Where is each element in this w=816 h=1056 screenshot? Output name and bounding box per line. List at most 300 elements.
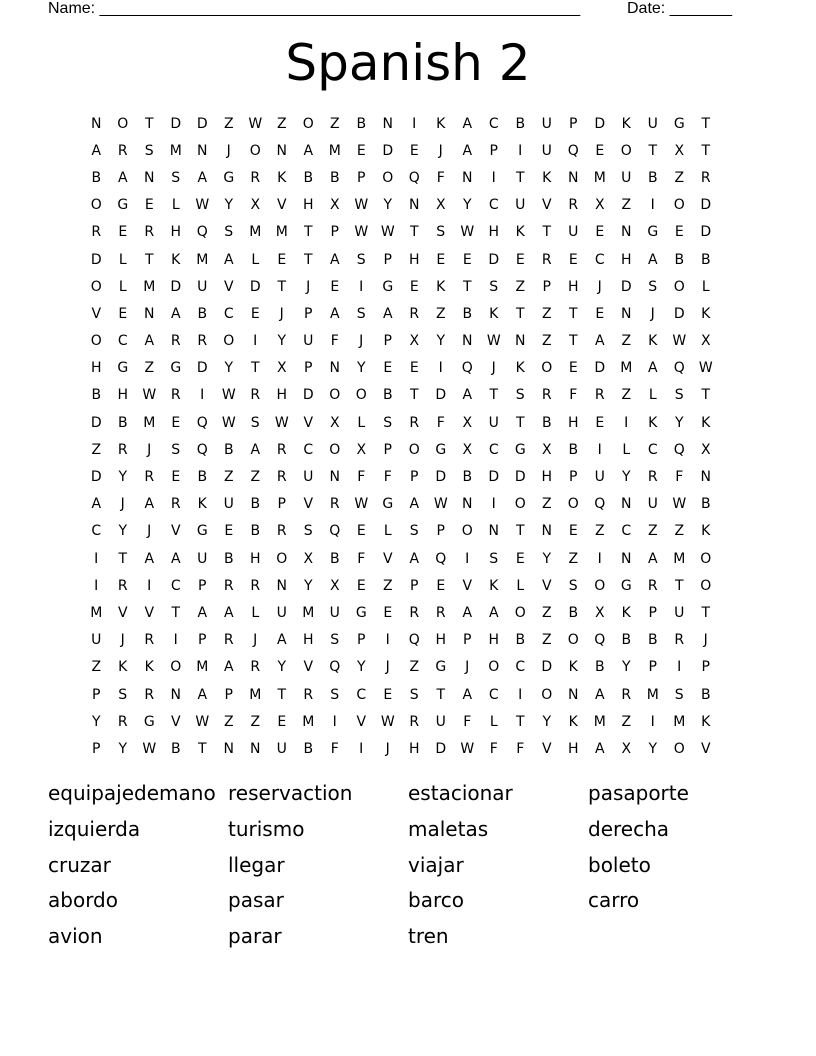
grid-letter: F xyxy=(675,469,684,486)
grid-row xyxy=(83,627,719,654)
grid-letter: H xyxy=(488,632,500,649)
grid-letter: Z xyxy=(515,278,526,295)
grid-letter: Q xyxy=(673,360,685,377)
grid-letter: V xyxy=(462,577,473,594)
grid-letter: E xyxy=(224,523,234,540)
grid-letter: W xyxy=(460,740,475,757)
grid-letter: A xyxy=(170,305,181,322)
grid-letter: N xyxy=(462,496,473,513)
grid-letter: E xyxy=(515,251,525,268)
grid-letter: O xyxy=(382,169,394,186)
grid-letter: A xyxy=(223,604,234,621)
grid-letter: M xyxy=(169,142,182,159)
grid-letter: T xyxy=(409,224,419,241)
grid-letter: X xyxy=(541,441,552,458)
grid-letter: U xyxy=(303,333,314,350)
grid-letter: Y xyxy=(356,360,366,377)
grid-letter: H xyxy=(90,360,102,377)
grid-letter: T xyxy=(462,278,472,295)
grid-letter: P xyxy=(648,604,657,621)
grid-letter: T xyxy=(515,169,525,186)
grid-letter: I xyxy=(253,333,258,350)
grid-letter: B xyxy=(223,441,234,458)
grid-letter: Y xyxy=(542,550,552,567)
grid-letter: C xyxy=(488,686,499,703)
grid-letter: J xyxy=(385,659,390,676)
grid-letter: A xyxy=(409,496,420,513)
grid-letter: L xyxy=(489,713,498,730)
grid-letter: K xyxy=(197,496,207,513)
grid-letter: U xyxy=(568,224,579,241)
word-list-item: estacionar xyxy=(408,781,513,805)
grid-letter: B xyxy=(356,115,367,132)
grid-letter: N xyxy=(568,169,579,186)
grid-letter: F xyxy=(436,169,445,186)
grid-letter: G xyxy=(117,360,129,377)
grid-letter: H xyxy=(620,251,632,268)
grid-letter: X xyxy=(250,197,261,214)
grid-letter: C xyxy=(488,197,499,214)
grid-letter: T xyxy=(515,305,525,322)
grid-letter: B xyxy=(647,632,658,649)
grid-row xyxy=(83,545,719,572)
grid-letter: K xyxy=(277,169,287,186)
grid-letter: J xyxy=(703,632,708,649)
grid-row xyxy=(83,273,719,300)
grid-letter: P xyxy=(569,115,578,132)
grid-letter: M xyxy=(328,142,341,159)
grid-letter: R xyxy=(117,142,128,159)
grid-letter: J xyxy=(253,632,258,649)
grid-letter: C xyxy=(91,523,102,540)
grid-letter: G xyxy=(647,224,659,241)
grid-letter: J xyxy=(359,333,364,350)
grid-letter: H xyxy=(249,550,261,567)
grid-letter: I xyxy=(200,387,205,404)
grid-letter: N xyxy=(621,550,632,567)
grid-letter: Q xyxy=(594,632,606,649)
grid-letter: B xyxy=(568,441,579,458)
grid-letter: Y xyxy=(436,333,446,350)
grid-letter: E xyxy=(409,142,419,159)
grid-letter: Q xyxy=(196,224,208,241)
word-list xyxy=(48,776,768,955)
grid-letter: R xyxy=(647,577,658,594)
grid-letter: E xyxy=(436,251,446,268)
grid-letter: P xyxy=(383,251,392,268)
grid-letter: U xyxy=(515,197,526,214)
grid-letter: V xyxy=(170,523,181,540)
grid-letter: M xyxy=(593,169,606,186)
grid-letter: U xyxy=(276,604,287,621)
grid-letter: T xyxy=(171,604,181,621)
grid-letter: D xyxy=(594,115,606,132)
grid-letter: R xyxy=(303,686,314,703)
grid-letter: N xyxy=(621,496,632,513)
grid-letter: J xyxy=(120,496,125,513)
grid-letter: I xyxy=(465,550,470,567)
grid-letter: B xyxy=(382,387,393,404)
grid-letter: E xyxy=(595,414,605,431)
grid-letter: R xyxy=(117,441,128,458)
grid-letter: N xyxy=(144,305,155,322)
grid-letter: J xyxy=(226,142,231,159)
grid-letter: S xyxy=(568,577,578,594)
grid-letter: U xyxy=(91,632,102,649)
grid-letter: P xyxy=(383,333,392,350)
grid-letter: C xyxy=(515,659,526,676)
grid-letter: T xyxy=(674,577,684,594)
grid-letter: K xyxy=(118,659,128,676)
grid-letter: H xyxy=(435,632,447,649)
grid-letter: Q xyxy=(435,550,447,567)
grid-letter: K xyxy=(489,305,499,322)
grid-letter: L xyxy=(516,577,525,594)
grid-letter: Y xyxy=(277,333,287,350)
grid-row xyxy=(83,382,719,409)
grid-letter: A xyxy=(594,333,605,350)
grid-letter: R xyxy=(250,169,261,186)
grid-letter: X xyxy=(674,142,685,159)
grid-letter: X xyxy=(276,360,287,377)
grid-letter: P xyxy=(92,740,101,757)
word-list-item: maletas xyxy=(408,816,489,841)
grid-letter: F xyxy=(357,550,366,567)
grid-letter: L xyxy=(383,523,392,540)
grid-letter: P xyxy=(304,305,313,322)
grid-letter: F xyxy=(516,740,525,757)
grid-letter: E xyxy=(383,686,393,703)
grid-letter: Z xyxy=(435,305,446,322)
grid-letter: G xyxy=(170,360,182,377)
grid-letter: G xyxy=(143,713,155,730)
grid-letter: V xyxy=(303,659,314,676)
grid-letter: E xyxy=(118,305,128,322)
word-list-item: parar xyxy=(228,924,282,949)
grid-letter: U xyxy=(329,604,340,621)
grid-letter: A xyxy=(91,496,102,513)
grid-letter: L xyxy=(648,387,657,404)
grid-letter: O xyxy=(673,197,685,214)
grid-letter: E xyxy=(277,713,287,730)
grid-letter: I xyxy=(491,496,496,513)
grid-letter: V xyxy=(356,713,367,730)
grid-letter: P xyxy=(330,224,339,241)
grid-row xyxy=(83,654,719,681)
grid-letter: R xyxy=(144,469,155,486)
grid-letter: C xyxy=(356,686,367,703)
grid-letter: O xyxy=(594,577,606,594)
grid-letter: Z xyxy=(568,550,579,567)
grid-letter: B xyxy=(462,469,473,486)
grid-letter: B xyxy=(700,251,711,268)
grid-letter: N xyxy=(488,523,499,540)
grid-letter: D xyxy=(435,740,447,757)
grid-letter: R xyxy=(276,469,287,486)
grid-letter: X xyxy=(329,197,340,214)
grid-letter: G xyxy=(435,441,447,458)
grid-letter: I xyxy=(359,278,364,295)
grid-letter: X xyxy=(462,441,473,458)
grid-letter: R xyxy=(700,169,711,186)
grid-letter: B xyxy=(674,251,685,268)
grid-letter: R xyxy=(541,251,552,268)
grid-letter: U xyxy=(223,496,234,513)
grid-letter: E xyxy=(674,224,684,241)
grid-letter: Z xyxy=(541,632,552,649)
grid-letter: W xyxy=(698,360,713,377)
grid-letter: G xyxy=(223,169,235,186)
grid-letter: H xyxy=(170,224,182,241)
grid-letter: Q xyxy=(408,169,420,186)
grid-letter: A xyxy=(197,169,208,186)
grid-letter: K xyxy=(648,414,658,431)
grid-letter: M xyxy=(302,604,315,621)
grid-letter: G xyxy=(514,441,526,458)
grid-letter: N xyxy=(250,740,261,757)
grid-letter: J xyxy=(597,278,602,295)
grid-letter: S xyxy=(648,278,658,295)
grid-letter: W xyxy=(354,224,369,241)
grid-letter: I xyxy=(677,659,682,676)
grid-letter: B xyxy=(621,632,632,649)
grid-letter: G xyxy=(673,115,685,132)
grid-letter: I xyxy=(438,360,443,377)
grid-letter: B xyxy=(329,169,340,186)
grid-letter: R xyxy=(541,387,552,404)
grid-letter: A xyxy=(329,251,340,268)
grid-letter: L xyxy=(701,278,710,295)
word-list-item: llegar xyxy=(228,852,285,877)
grid-letter: A xyxy=(462,686,473,703)
grid-letter: H xyxy=(541,469,553,486)
grid-row xyxy=(83,681,719,708)
grid-letter: T xyxy=(277,686,287,703)
grid-letter: K xyxy=(568,713,578,730)
grid-letter: V xyxy=(700,740,711,757)
grid-letter: W xyxy=(354,197,369,214)
grid-letter: X xyxy=(621,740,632,757)
grid-letter: Q xyxy=(594,496,606,513)
grid-letter: U xyxy=(647,496,658,513)
grid-letter: N xyxy=(409,197,420,214)
grid-row xyxy=(83,463,719,490)
grid-letter: W xyxy=(195,197,210,214)
grid-letter: B xyxy=(250,523,261,540)
grid-letter: G xyxy=(382,496,394,513)
grid-letter: M xyxy=(673,550,686,567)
grid-letter: J xyxy=(147,523,152,540)
grid-letter: Z xyxy=(541,333,552,350)
grid-letter: B xyxy=(647,169,658,186)
grid-letter: D xyxy=(249,278,261,295)
grid-letter: Q xyxy=(408,632,420,649)
grid-letter: K xyxy=(515,360,525,377)
grid-letter: W xyxy=(274,414,289,431)
grid-letter: A xyxy=(329,305,340,322)
grid-letter: K xyxy=(515,224,525,241)
grid-row xyxy=(83,491,719,518)
grid-letter: Y xyxy=(621,469,631,486)
grid-letter: D xyxy=(435,387,447,404)
grid-letter: W xyxy=(221,387,236,404)
grid-letter: M xyxy=(249,686,262,703)
grid-letter: O xyxy=(673,278,685,295)
grid-letter: D xyxy=(382,142,394,159)
grid-letter: D xyxy=(170,115,182,132)
grid-letter: I xyxy=(385,632,390,649)
grid-letter: M xyxy=(143,414,156,431)
grid-letter: E xyxy=(568,360,578,377)
grid-letter: Y xyxy=(224,197,234,214)
grid-letter: W xyxy=(221,414,236,431)
word-list-item: reservaction xyxy=(228,781,353,805)
grid-letter: V xyxy=(541,197,552,214)
grid-letter: C xyxy=(594,251,605,268)
grid-letter: X xyxy=(435,197,446,214)
grid-row xyxy=(83,300,719,327)
grid-letter: A xyxy=(276,632,287,649)
grid-letter: G xyxy=(117,197,129,214)
grid-letter: W xyxy=(460,224,475,241)
word-list-item: derecha xyxy=(588,816,670,841)
grid-letter: K xyxy=(171,251,181,268)
grid-letter: I xyxy=(624,414,629,431)
grid-letter: R xyxy=(250,577,261,594)
grid-letter: B xyxy=(170,740,181,757)
grid-letter: Q xyxy=(329,659,341,676)
grid-letter: M xyxy=(275,224,288,241)
grid-letter: X xyxy=(700,333,711,350)
grid-letter: P xyxy=(304,360,313,377)
grid-letter: Z xyxy=(91,441,102,458)
grid-letter: H xyxy=(276,387,288,404)
word-search-grid xyxy=(83,110,719,763)
grid-row xyxy=(83,328,719,355)
grid-letter: B xyxy=(515,115,526,132)
grid-letter: O xyxy=(90,197,102,214)
grid-letter: A xyxy=(117,169,128,186)
grid-letter: R xyxy=(409,713,420,730)
grid-letter: A xyxy=(647,360,658,377)
grid-letter: I xyxy=(94,550,99,567)
grid-letter: T xyxy=(701,387,711,404)
word-list-item: barco xyxy=(408,888,464,913)
grid-letter: T xyxy=(250,360,260,377)
word-list-item: boleto xyxy=(588,852,651,877)
grid-letter: R xyxy=(170,333,181,350)
grid-letter: Z xyxy=(674,169,685,186)
grid-letter: A xyxy=(647,550,658,567)
grid-letter: M xyxy=(620,360,633,377)
grid-letter: A xyxy=(382,305,393,322)
word-list-item: avion xyxy=(48,924,103,949)
grid-letter: O xyxy=(700,577,712,594)
grid-letter: Y xyxy=(118,469,128,486)
word-list-item: viajar xyxy=(408,852,464,877)
grid-letter: T xyxy=(515,713,525,730)
word-list-item: pasaporte xyxy=(588,781,689,805)
grid-letter: U xyxy=(303,469,314,486)
grid-letter: N xyxy=(462,333,473,350)
grid-letter: R xyxy=(276,523,287,540)
grid-letter: A xyxy=(594,686,605,703)
grid-letter: S xyxy=(330,632,340,649)
grid-letter: T xyxy=(197,740,207,757)
grid-letter: D xyxy=(90,469,102,486)
grid-letter: S xyxy=(250,414,260,431)
grid-letter: W xyxy=(380,713,395,730)
grid-letter: S xyxy=(674,387,684,404)
grid-letter: R xyxy=(329,496,340,513)
grid-letter: X xyxy=(700,441,711,458)
grid-letter: R xyxy=(594,387,605,404)
grid-letter: Z xyxy=(144,360,155,377)
grid-row xyxy=(83,708,719,735)
grid-letter: A xyxy=(250,441,261,458)
word-list-item: pasar xyxy=(228,888,284,913)
grid-letter: R xyxy=(144,686,155,703)
grid-letter: X xyxy=(356,441,367,458)
grid-letter: K xyxy=(648,333,658,350)
grid-letter: U xyxy=(541,142,552,159)
grid-row xyxy=(83,164,719,191)
grid-letter: S xyxy=(356,305,366,322)
grid-letter: D xyxy=(673,305,685,322)
grid-letter: Y xyxy=(277,659,287,676)
grid-letter: E xyxy=(250,305,260,322)
grid-letter: Z xyxy=(621,197,632,214)
grid-letter: F xyxy=(463,713,472,730)
grid-letter: V xyxy=(91,305,102,322)
grid-letter: U xyxy=(197,278,208,295)
grid-letter: U xyxy=(621,169,632,186)
grid-letter: I xyxy=(359,740,364,757)
grid-letter: R xyxy=(409,414,420,431)
grid-letter: K xyxy=(542,169,552,186)
grid-letter: O xyxy=(249,142,261,159)
grid-row xyxy=(83,735,719,762)
grid-letter: E xyxy=(383,604,393,621)
grid-letter: W xyxy=(195,713,210,730)
grid-letter: I xyxy=(597,550,602,567)
grid-letter: M xyxy=(143,278,156,295)
grid-letter: O xyxy=(700,550,712,567)
grid-letter: P xyxy=(357,169,366,186)
grid-letter: L xyxy=(251,604,260,621)
grid-letter: Y xyxy=(224,360,234,377)
grid-letter: I xyxy=(332,713,337,730)
grid-letter: B xyxy=(91,169,102,186)
grid-letter: Z xyxy=(329,115,340,132)
grid-letter: B xyxy=(117,414,128,431)
grid-letter: B xyxy=(303,169,314,186)
grid-letter: T xyxy=(515,414,525,431)
grid-letter: B xyxy=(568,604,579,621)
grid-letter: M xyxy=(593,713,606,730)
grid-letter: P xyxy=(410,469,419,486)
grid-letter: Q xyxy=(329,523,341,540)
grid-letter: O xyxy=(223,333,235,350)
grid-letter: Q xyxy=(196,414,208,431)
grid-letter: Z xyxy=(250,713,261,730)
grid-letter: V xyxy=(303,496,314,513)
grid-letter: U xyxy=(647,115,658,132)
grid-row xyxy=(83,436,719,463)
grid-letter: B xyxy=(700,686,711,703)
grid-letter: R xyxy=(117,577,128,594)
grid-letter: T xyxy=(436,686,446,703)
